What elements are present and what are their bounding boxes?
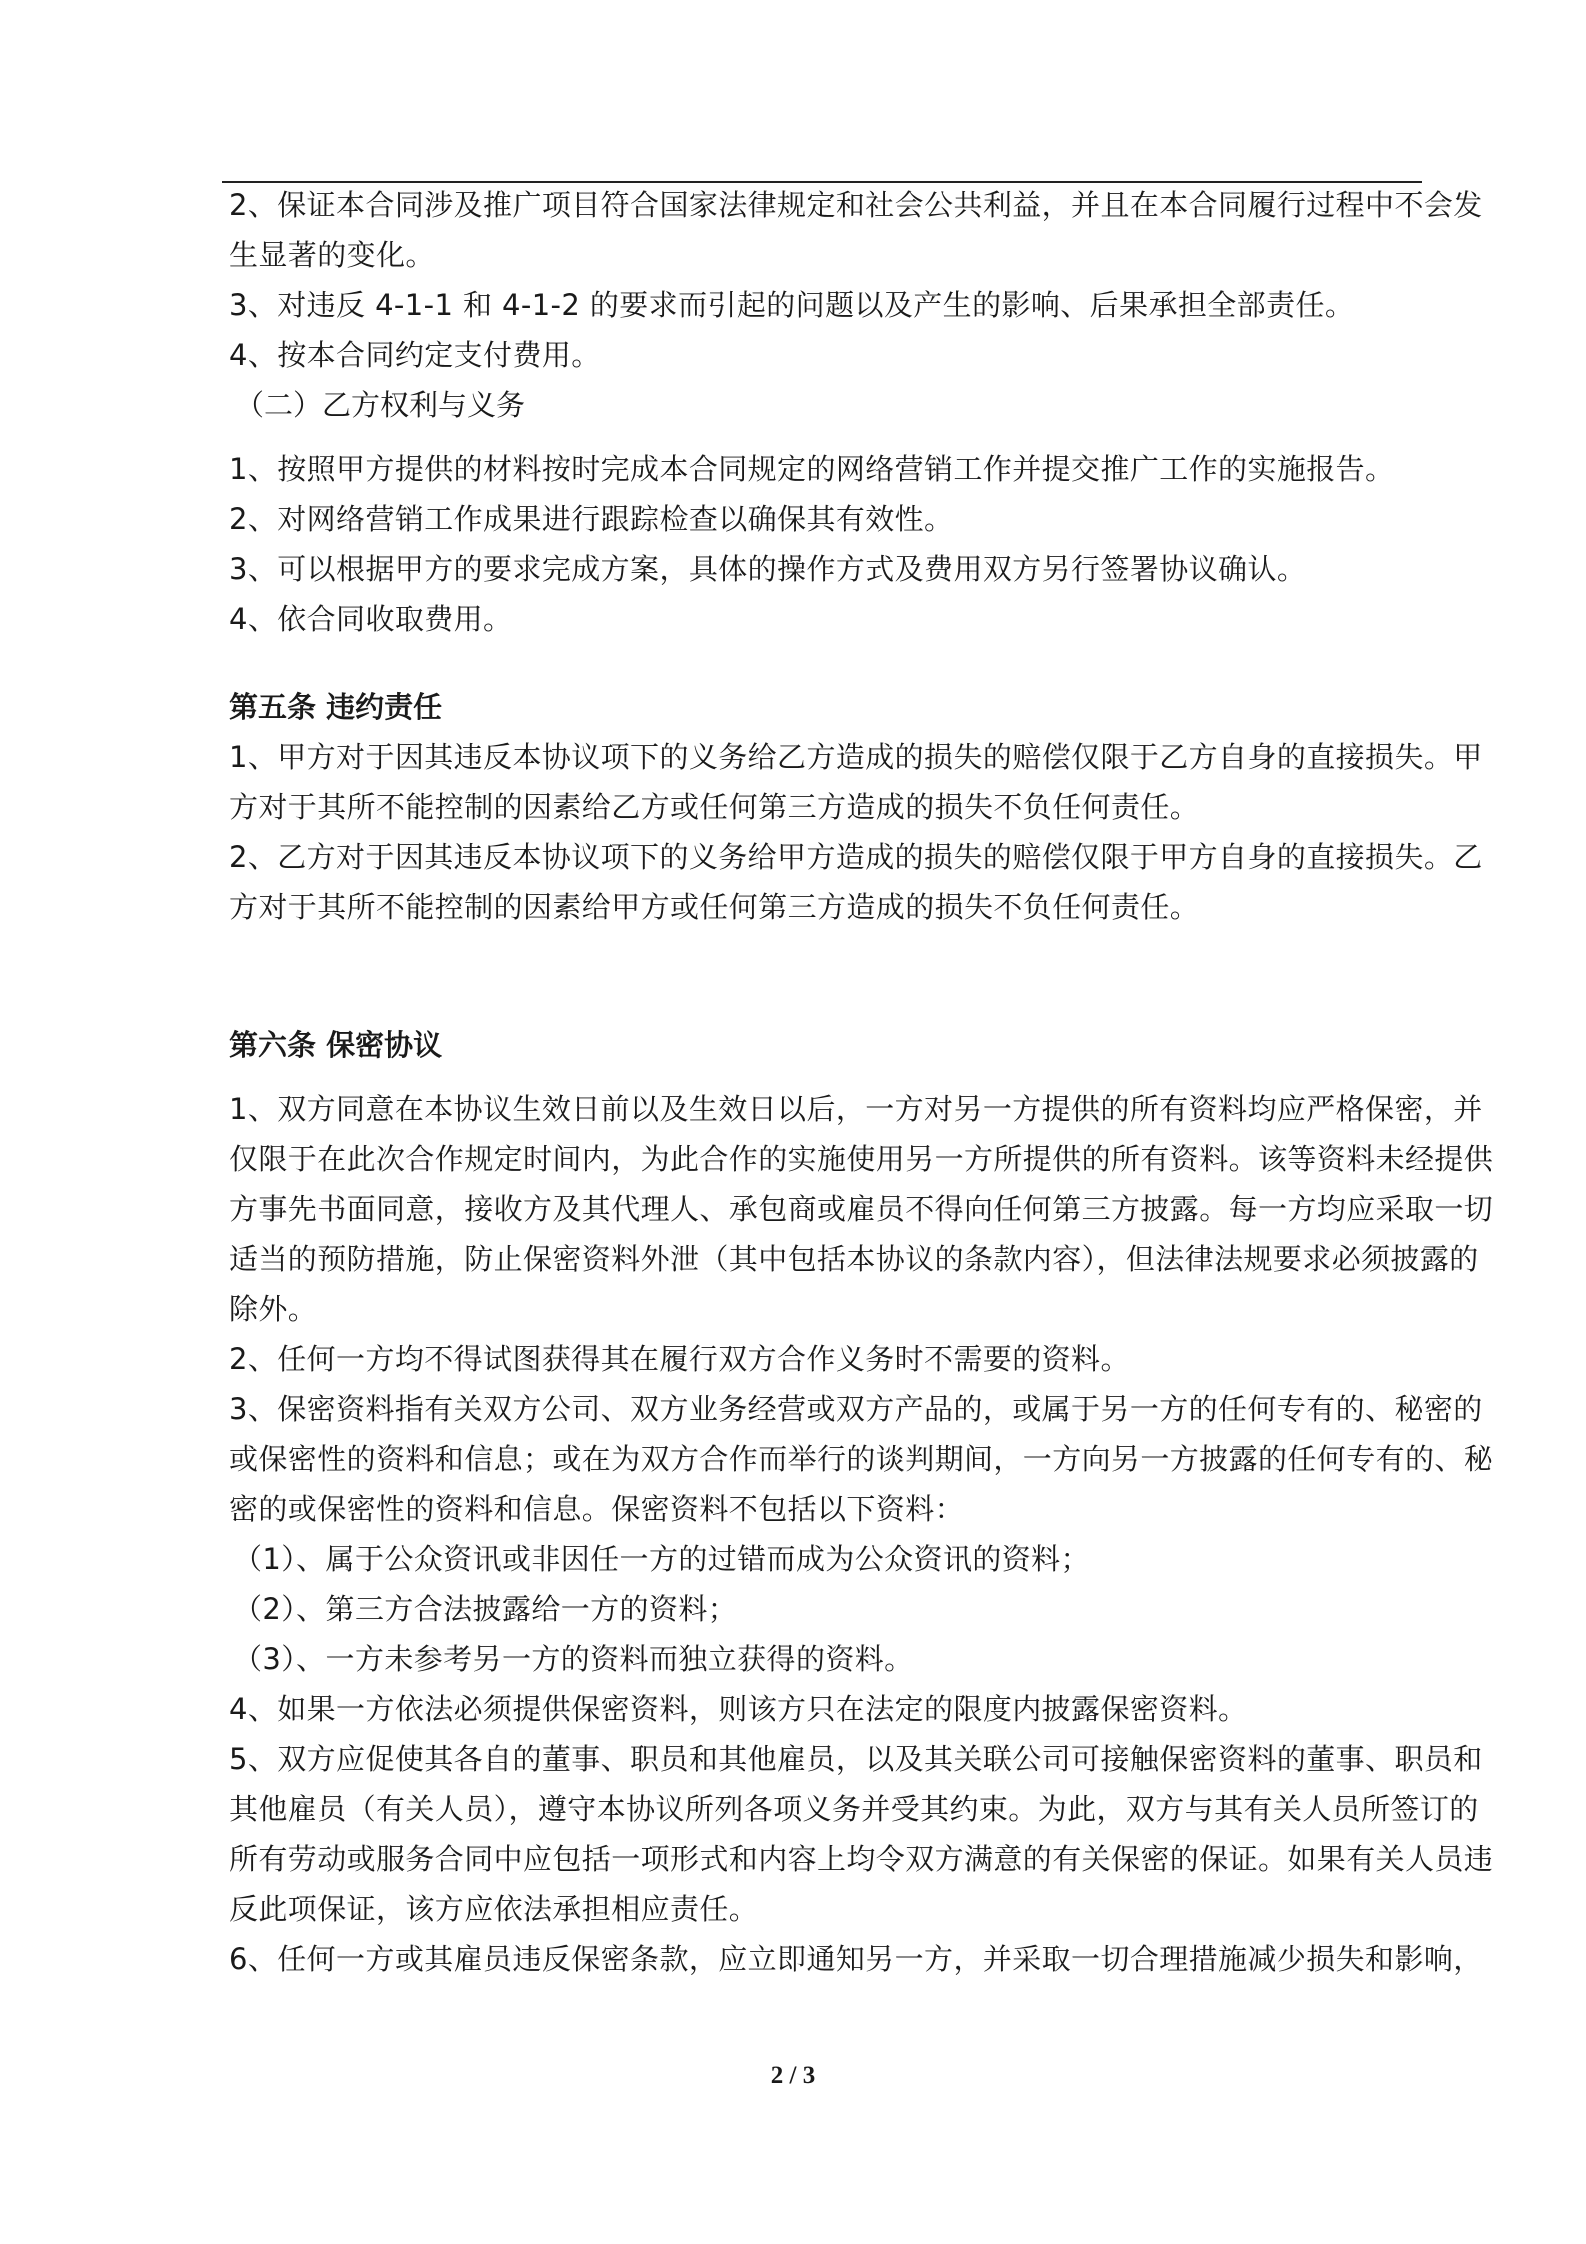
clause-5-1-line1: 1、甲方对于因其违反本协议项下的义务给乙方造成的损失的赔偿仅限于乙方自身的直接损失。甲: [229, 740, 1483, 774]
clause-6-3-sub-3: （3）、一方未参考另一方的资料而独立获得的资料。: [233, 1642, 914, 1676]
clause-6-5-line3: 所有劳动或服务合同中应包括一项形式和内容上均令双方满意的有关保密的保证。如果有关人员违: [229, 1842, 1494, 1876]
clause-5-1-line2: 方对于其所不能控制的因素给乙方或任何第三方造成的损失不负任何责任。: [229, 790, 1200, 824]
section5-heading: 第五条 违约责任: [229, 690, 443, 724]
clause-6-3-line2: 或保密性的资料和信息；或在为双方合作而举行的谈判期间，一方向另一方披露的任何专有的、秘: [229, 1442, 1494, 1476]
clause-6-2: 2、任何一方均不得试图获得其在履行双方合作义务时不需要的资料。: [229, 1342, 1130, 1376]
clause-5-2-line2: 方对于其所不能控制的因素给甲方或任何第三方造成的损失不负任何责任。: [229, 890, 1200, 924]
clause-6-3-sub-2: （2）、第三方合法披露给一方的资料；: [233, 1592, 738, 1626]
clause-6-3-line1: 3、保密资料指有关双方公司、双方业务经营或双方产品的，或属于另一方的任何专有的、秘密的: [229, 1392, 1483, 1426]
page-number: 2 / 3: [770, 2062, 816, 2089]
clause-6-1-line2: 仅限于在此次合作规定时间内，为此合作的实施使用另一方所提供的所有资料。该等资料未经提供: [229, 1142, 1494, 1176]
section6-heading: 第六条 保密协议: [229, 1028, 443, 1062]
clause-6-5-line1: 5、双方应促使其各自的董事、职员和其他雇员，以及其关联公司可接触保密资料的董事、职员和: [229, 1742, 1483, 1776]
clause-6-3-sub-1: （1）、属于公众资讯或非因任一方的过错而成为公众资讯的资料；: [233, 1542, 1090, 1576]
clause-5-2-line1: 2、乙方对于因其违反本协议项下的义务给甲方造成的损失的赔偿仅限于甲方自身的直接损失。乙: [229, 840, 1483, 874]
clause-4-1-2-line2: 生显著的变化。: [229, 238, 435, 272]
clause-6-1-line3: 方事先书面同意，接收方及其代理人、承包商或雇员不得向任何第三方披露。每一方均应采取一切: [229, 1192, 1494, 1226]
clause-4-1-4: 4、按本合同约定支付费用。: [229, 338, 601, 372]
clause-4-2-4: 4、依合同收取费用。: [229, 602, 513, 636]
clause-6-5-line4: 反此项保证，该方应依法承担相应责任。: [229, 1892, 759, 1926]
clause-6-4: 4、如果一方依法必须提供保密资料，则该方只在法定的限度内披露保密资料。: [229, 1692, 1248, 1726]
clause-4-2-1: 1、按照甲方提供的材料按时完成本合同规定的网络营销工作并提交推广工作的实施报告。: [229, 452, 1395, 486]
clause-6-3-line3: 密的或保密性的资料和信息。保密资料不包括以下资料：: [229, 1492, 965, 1526]
section4-part2-heading: （二）乙方权利与义务: [235, 388, 526, 422]
clause-6-1-line4: 适当的预防措施，防止保密资料外泄（其中包括本协议的条款内容），但法律法规要求必须披露的: [229, 1242, 1479, 1276]
clause-4-1-3: 3、对违反 4-1-1 和 4-1-2 的要求而引起的问题以及产生的影响、后果承担全部责任。: [229, 288, 1355, 322]
clause-4-1-2-line1: 2、保证本合同涉及推广项目符合国家法律规定和社会公共利益，并且在本合同履行过程中不会发: [229, 188, 1483, 222]
document-body: [229, 180, 1494, 1984]
clause-6-1-line5: 除外。: [229, 1292, 318, 1326]
clause-6-5-line2: 其他雇员（有关人员），遵守本协议所列各项义务并受其约束。为此，双方与其有关人员所签订的: [229, 1792, 1479, 1826]
clause-6-1-line1: 1、双方同意在本协议生效日前以及生效日以后，一方对另一方提供的所有资料均应严格保密，并: [229, 1092, 1483, 1126]
clause-6-6: 6、任何一方或其雇员违反保密条款，应立即通知另一方，并采取一切合理措施减少损失和影响，: [229, 1942, 1483, 1976]
clause-4-2-2: 2、对网络营销工作成果进行跟踪检查以确保其有效性。: [229, 502, 954, 536]
clause-4-2-3: 3、可以根据甲方的要求完成方案，具体的操作方式及费用双方另行签署协议确认。: [229, 552, 1307, 586]
